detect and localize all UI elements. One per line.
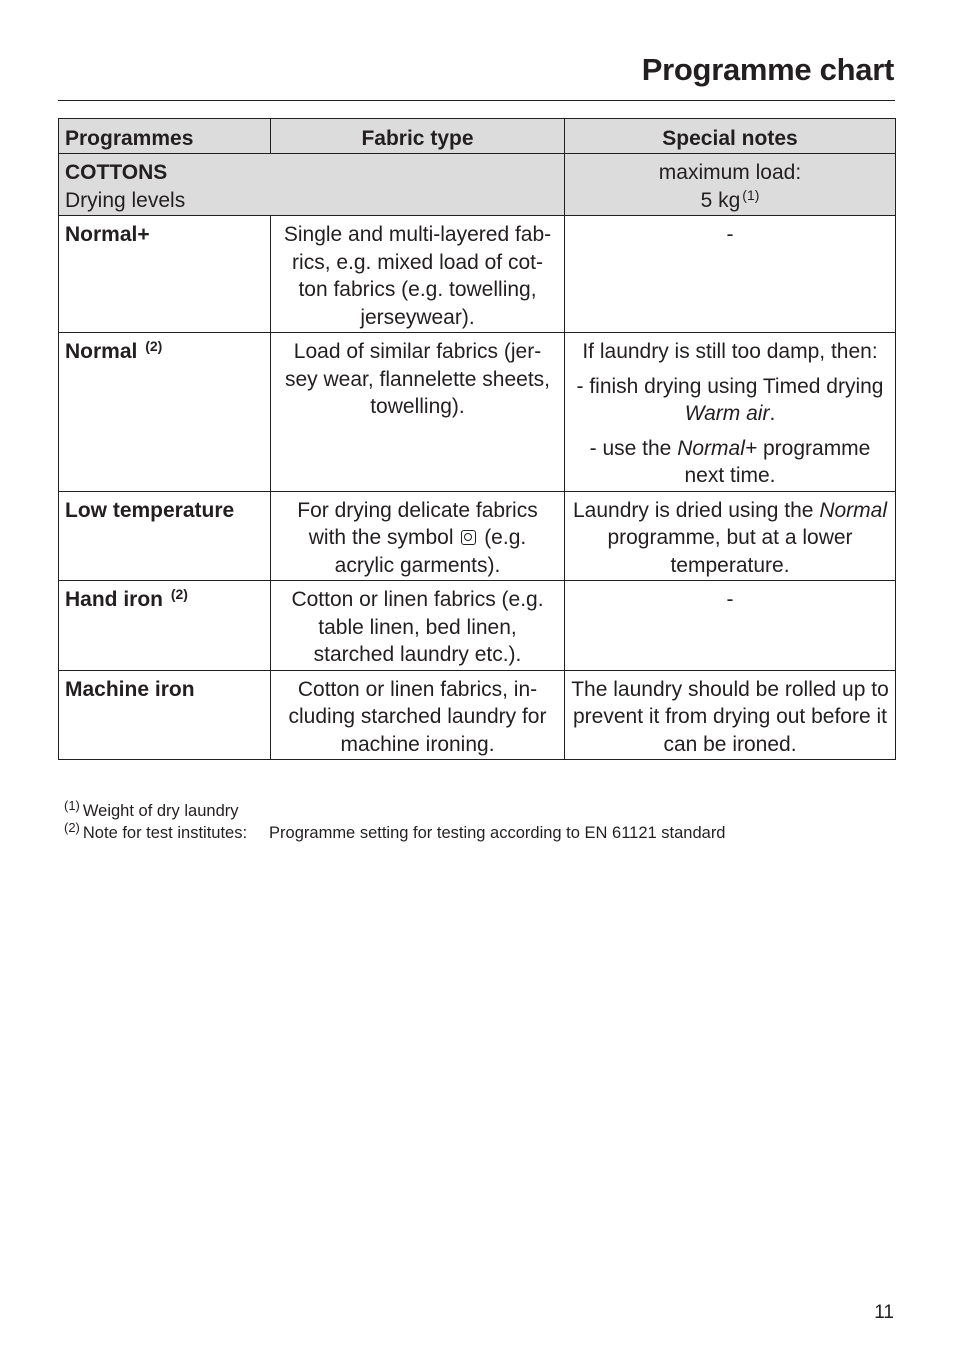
footnote-marker: (2) [64,820,80,835]
footnote-ref: (2) [170,586,188,602]
fabric-line: cluding starched laundry for [288,705,547,728]
column-header-fabric-type: Fabric type [271,119,565,154]
title-divider [58,100,895,101]
fabric-line: rics, e.g. mixed load of cot- [292,250,543,274]
fabric-line: Cotton or linen fabrics (e.g. [291,588,544,611]
page-number: 11 [874,1302,894,1323]
footnote-ref: (2) [145,338,163,354]
fabric-line: towelling). [370,395,465,418]
special-note-cell [565,491,896,581]
note-emphasis: Normal [819,498,887,522]
fabric-type-cell [271,491,565,581]
fabric-line: Cotton or linen fabrics, in- [297,677,538,701]
special-note-line: If laundry is still too damp, then: [582,340,878,363]
footnote-marker: (1) [64,798,80,813]
tumble-dry-low-symbol-icon [461,530,476,545]
note-text: programme next time. [684,436,871,487]
programme-name: Normal+ [59,216,271,333]
fabric-type-cell [271,670,565,760]
programme-table [58,118,896,760]
fabric-line: Load of similar fabrics (jer- [293,340,542,363]
table-row-normal-plus [59,216,896,333]
column-header-special-notes: Special notes [565,119,896,154]
footnote-text: Weight of dry laundry [82,802,239,820]
fabric-type-cell [271,581,565,671]
fabric-line: sey wear, flannelette sheets, [285,367,550,391]
programme-name: Machine iron [59,670,271,760]
page-title: Programme chart [641,52,894,87]
group-name: COTTONS [65,161,168,184]
table-row-machine-iron [59,670,896,760]
fabric-type-cell [271,333,565,492]
footnote-text: Note for test institutes: [82,824,248,842]
special-note-cell: - [565,216,896,333]
footnotes [64,800,726,844]
group-note-line2: 5 kg [700,188,741,212]
programme-name: Low temperature [59,491,271,581]
note-text: - use the [589,436,678,460]
table-row-low-temperature [59,491,896,581]
table-header-row [59,119,896,154]
table-row-normal [59,333,896,492]
footnote-detail: Programme setting for testing according to EN 61121 standard [269,824,726,842]
fabric-line: starched laundry etc.). [313,643,522,666]
group-subtitle: Drying levels [65,188,186,212]
group-note-line1: maximum load: [658,161,802,184]
special-note-cell [565,333,896,492]
special-note-line [571,373,889,428]
fabric-type-cell [271,216,565,333]
fabric-text: (e.g. acrylic garments). [334,526,527,577]
group-note [565,154,896,216]
programme-name-cell [59,333,271,492]
column-header-programmes: Programmes [59,119,271,154]
footnote-2 [64,822,726,844]
programme-name: Hand iron [65,588,163,611]
fabric-line: machine ironing. [340,732,495,756]
fabric-line: jerseywear). [360,305,475,329]
note-text: programme, but at a lower temperature. [607,526,853,577]
group-cell [59,154,565,216]
note-text: Laundry is dried using the [572,498,820,522]
programme-name: Normal [65,340,138,363]
note-emphasis: Warm air [684,402,770,425]
note-emphasis: Normal+ [677,436,758,460]
table-row-hand-iron [59,581,896,671]
group-row-cottons [59,154,896,216]
note-text: . [769,402,776,425]
fabric-line: ton fabrics (e.g. towelling, [298,278,537,301]
special-note-cell: - [565,581,896,671]
fabric-text: For drying delicate fabrics with the symbol [297,498,538,549]
fabric-line: table linen, bed linen, [318,615,517,639]
special-note-line [571,435,889,490]
fabric-line: Single and multi-layered fab- [283,223,552,246]
special-note-cell: The laundry should be rolled up to prevent it from drying out before it can be ironed. [565,670,896,760]
programme-name-cell [59,581,271,671]
footnote-1 [64,800,726,822]
note-text: - finish drying using Timed drying [576,374,884,398]
footnote-ref: (1) [742,186,760,203]
